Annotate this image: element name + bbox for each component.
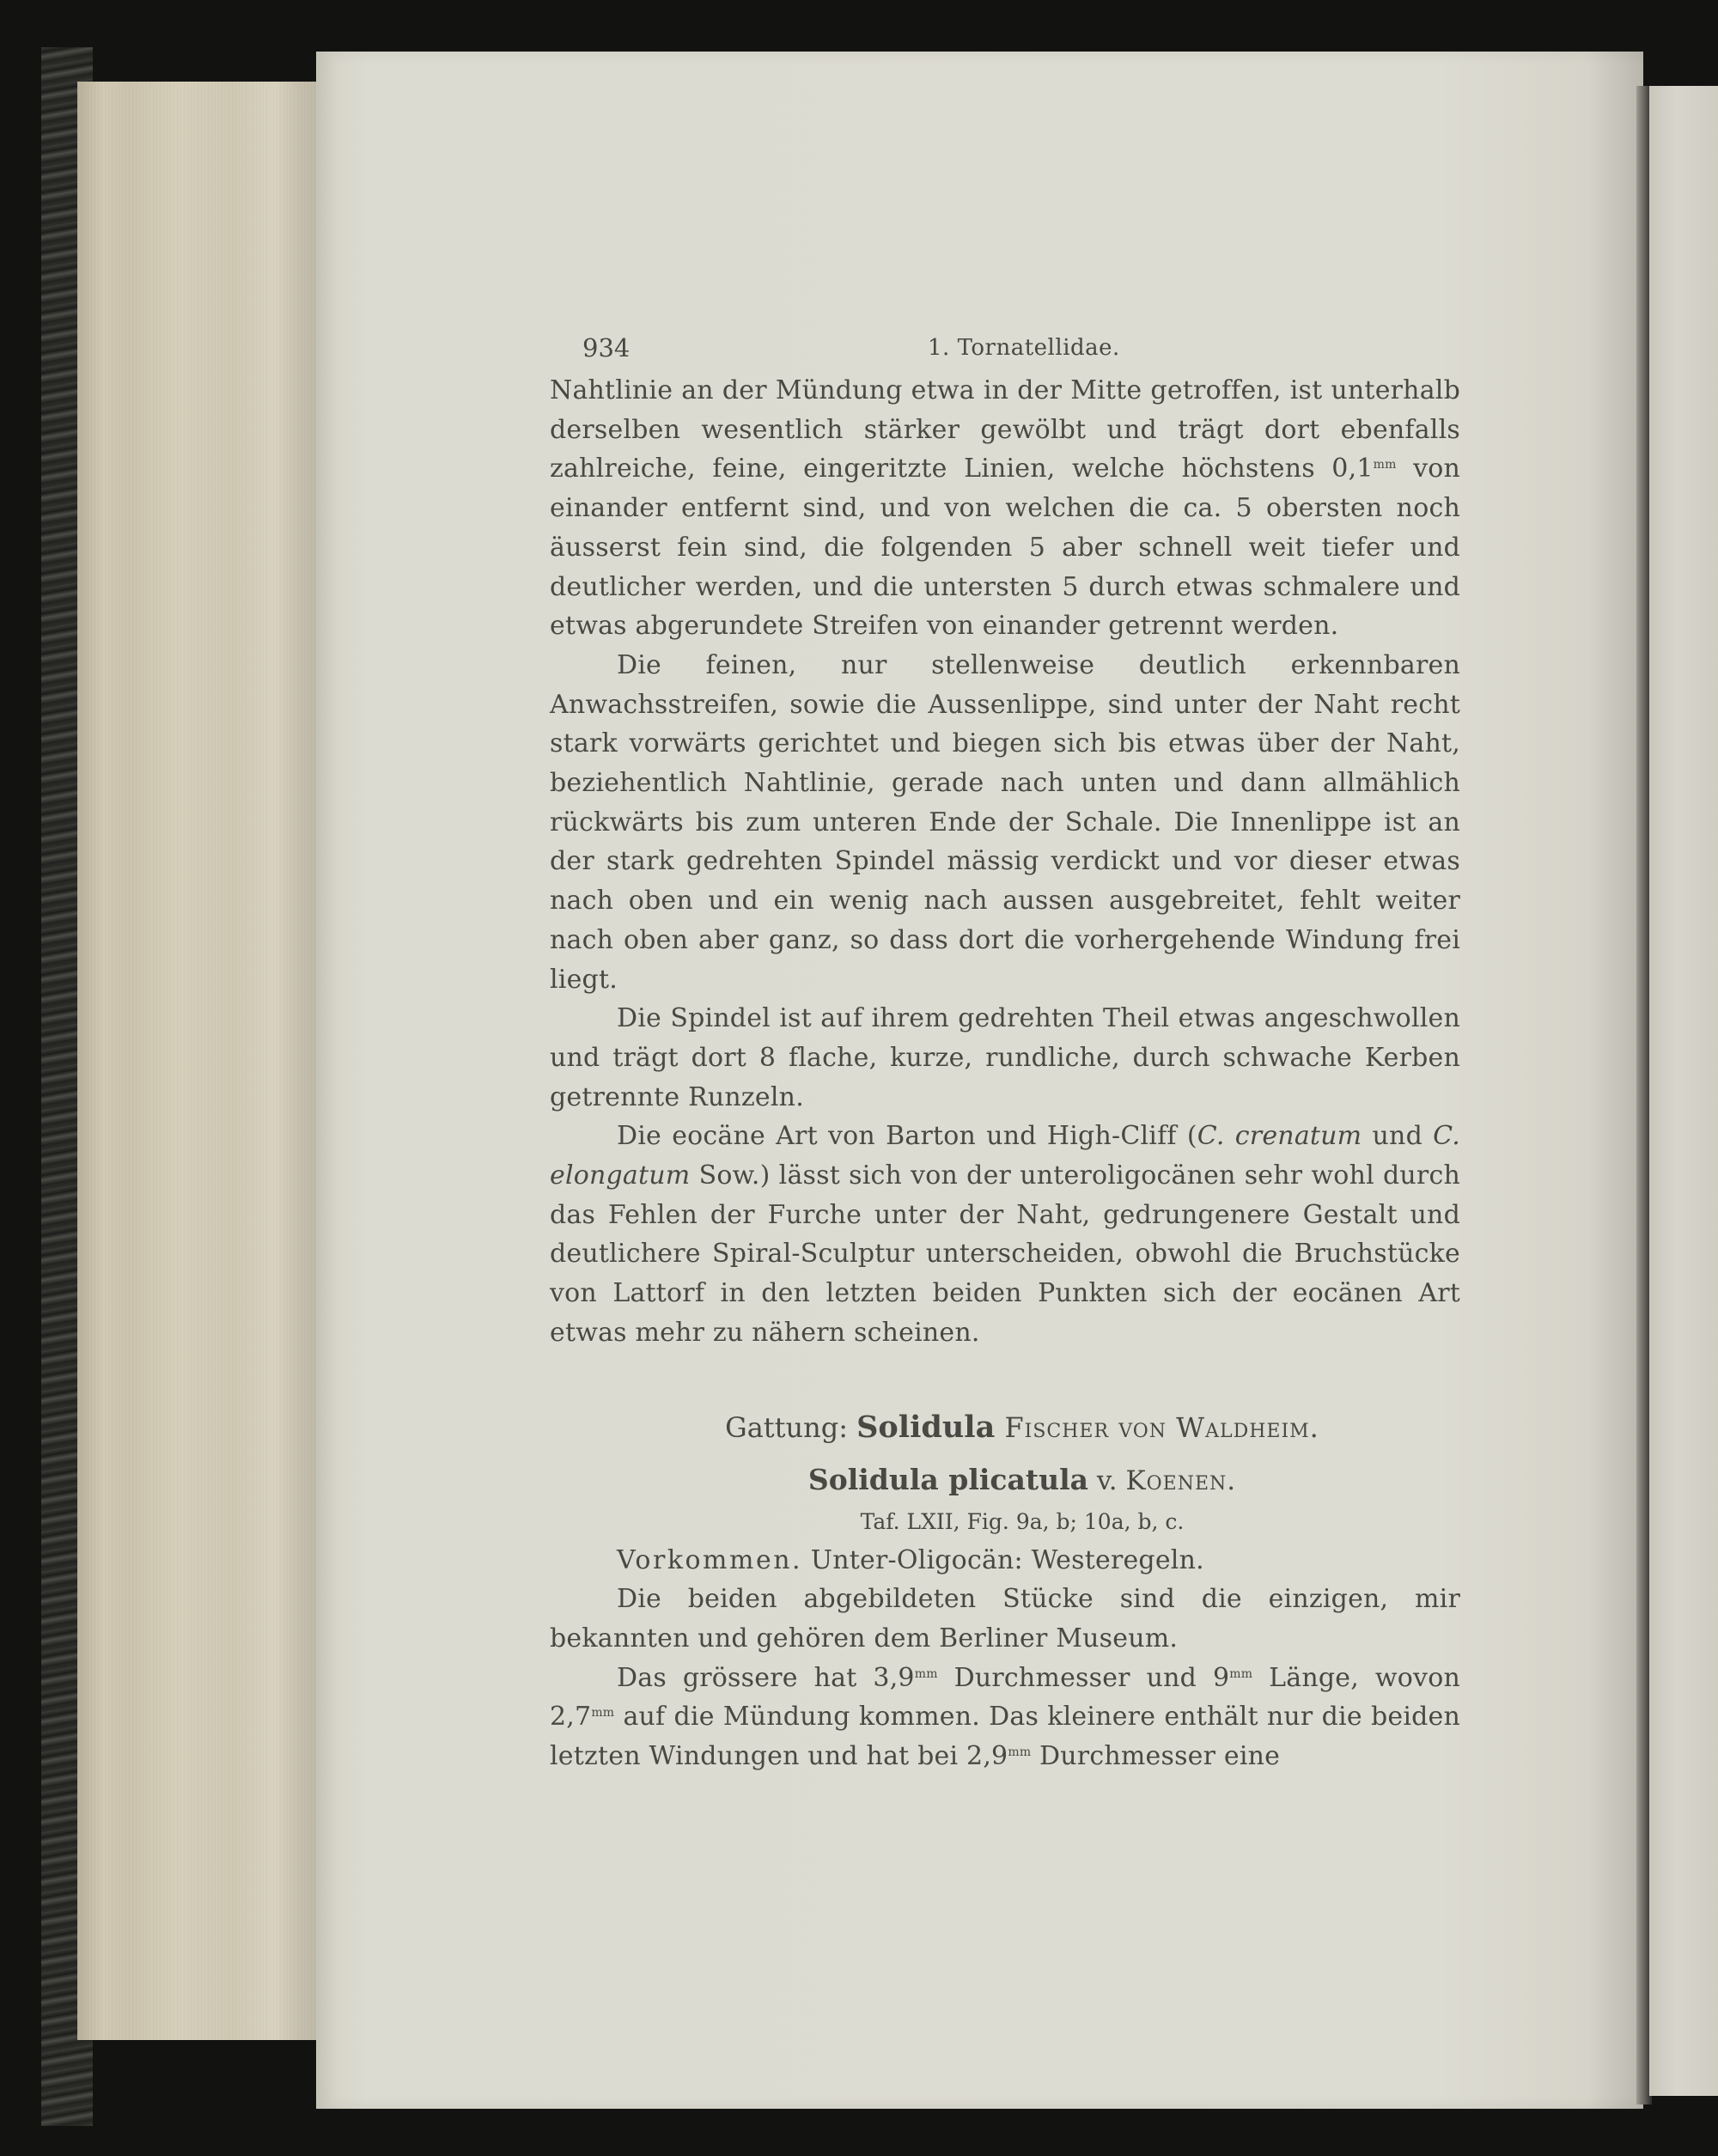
paragraph	[550, 646, 1460, 999]
text-run: von einander entfernt sind, und von welchen die ca. 5 obersten noch äusserst fein sind, die folgenden 5 aber schnell weit tiefer und deutlicher werden, und die untersten 5 durch etwas schmalere und etwas abgerundete Streifen von einander getrennt werden.	[550, 454, 1460, 642]
text-run: Sow.) lässt sich von der unteroligocänen sehr wohl durch das Fehlen der Furche unter der Naht, gedrungenere Gestalt und deutlichere Spiral-Sculptur unterscheiden, obwohl die Bruchstücke von Lattorf in den letzten beiden Punkten sich der eocänen Art etwas mehr zu nähern scheinen.	[550, 1160, 1460, 1348]
plate-reference: Taf. LXII, Fig. 9a, b; 10a, b, c.	[860, 1508, 1185, 1534]
unit-superscript: mm	[591, 1706, 615, 1721]
page-edges	[77, 82, 322, 2040]
text-run: Nahtlinie an der Mündung etwa in der Mitte getroffen, ist unterhalb derselben wesentlich stärker gewölbt und trägt dort ebenfalls zahlreiche, feine, eingeritzte Linien, welche höchstens 0,1	[550, 375, 1460, 484]
genus-prefix: Gattung:	[725, 1410, 857, 1444]
text-run: Durchmesser und 9	[937, 1662, 1230, 1693]
body-text	[550, 371, 1460, 1353]
unit-superscript: mm	[914, 1666, 938, 1681]
genus-author: Fischer von Waldheim.	[995, 1410, 1319, 1444]
page-text-block	[550, 326, 1460, 1776]
italic-text: C. crenatum	[1197, 1121, 1362, 1152]
text-run: auf die Mündung kommen. Das kleinere enthält nur die beiden letzten Windungen und hat bei 2,9	[550, 1702, 1460, 1772]
paragraph	[550, 1117, 1460, 1352]
species-author-prefix: v.	[1088, 1465, 1126, 1496]
paragraph	[550, 1659, 1460, 1776]
genus-heading	[550, 1406, 1460, 1449]
occurrence-label: Vorkommen.	[617, 1544, 803, 1575]
unit-superscript: mm	[1229, 1666, 1253, 1681]
occurrence-line	[550, 1541, 1460, 1580]
paragraph	[550, 999, 1460, 1117]
text-run: Das grössere hat 3,9	[617, 1662, 915, 1693]
text-run: Die beiden abgebildeten Stücke sind die einzigen, mir bekannten und gehören dem Berliner Museum.	[550, 1584, 1460, 1654]
running-head	[550, 326, 1460, 371]
occurrence-text: Unter-Oligocän: Westeregeln.	[802, 1544, 1204, 1575]
page-number: 934	[582, 333, 631, 362]
paragraph	[550, 1580, 1460, 1658]
species-name: Solidula plicatula	[807, 1462, 1089, 1496]
genus-name: Solidula	[856, 1409, 996, 1445]
paragraph	[550, 371, 1460, 646]
text-run: Die feinen, nur stellenweise deutlich erkennbaren Anwachsstreifen, sowie die Aussenlippe, sind unter der Naht recht stark vorwärts gerichtet und biegen sich bis etwas über der Naht, beziehentlich Nahtlinie, gerade nach unten und dann allmählich rückwärts bis zum unteren Ende der Schale. Die Innenlippe ist an der stark gedrehten Spindel mässig verdickt und vor dieser etwas nach oben und ein wenig nach aussen ausgebreitet, fehlt weiter nach oben aber ganz, so dass dort die vorhergehende Windung frei liegt.	[550, 649, 1460, 995]
genus-section	[550, 1406, 1460, 1541]
text-run: Die eocäne Art von Barton und High-Cliff (	[617, 1121, 1197, 1152]
text-run: und	[1362, 1121, 1434, 1152]
running-title: 1. Tornatellidae.	[928, 335, 1120, 361]
next-page-edge	[1649, 86, 1718, 2096]
body-text-2-paragraphs	[550, 1580, 1460, 1776]
italic-text: C. elongatum	[550, 1121, 1460, 1191]
unit-superscript: mm	[1008, 1745, 1032, 1760]
unit-superscript: mm	[1373, 458, 1397, 472]
text-run: Länge, wovon 2,7	[550, 1662, 1460, 1733]
text-run: Die Spindel ist auf ihrem gedrehten Theil etwas angeschwollen und trägt dort 8 flache, kurze, rundliche, durch schwache Kerben getrennte Runzeln.	[550, 1003, 1460, 1112]
body-text-2	[550, 1541, 1460, 1776]
species-author: Koenen.	[1125, 1465, 1237, 1496]
species-heading	[550, 1458, 1460, 1503]
text-run: Durchmesser eine	[1031, 1741, 1281, 1772]
